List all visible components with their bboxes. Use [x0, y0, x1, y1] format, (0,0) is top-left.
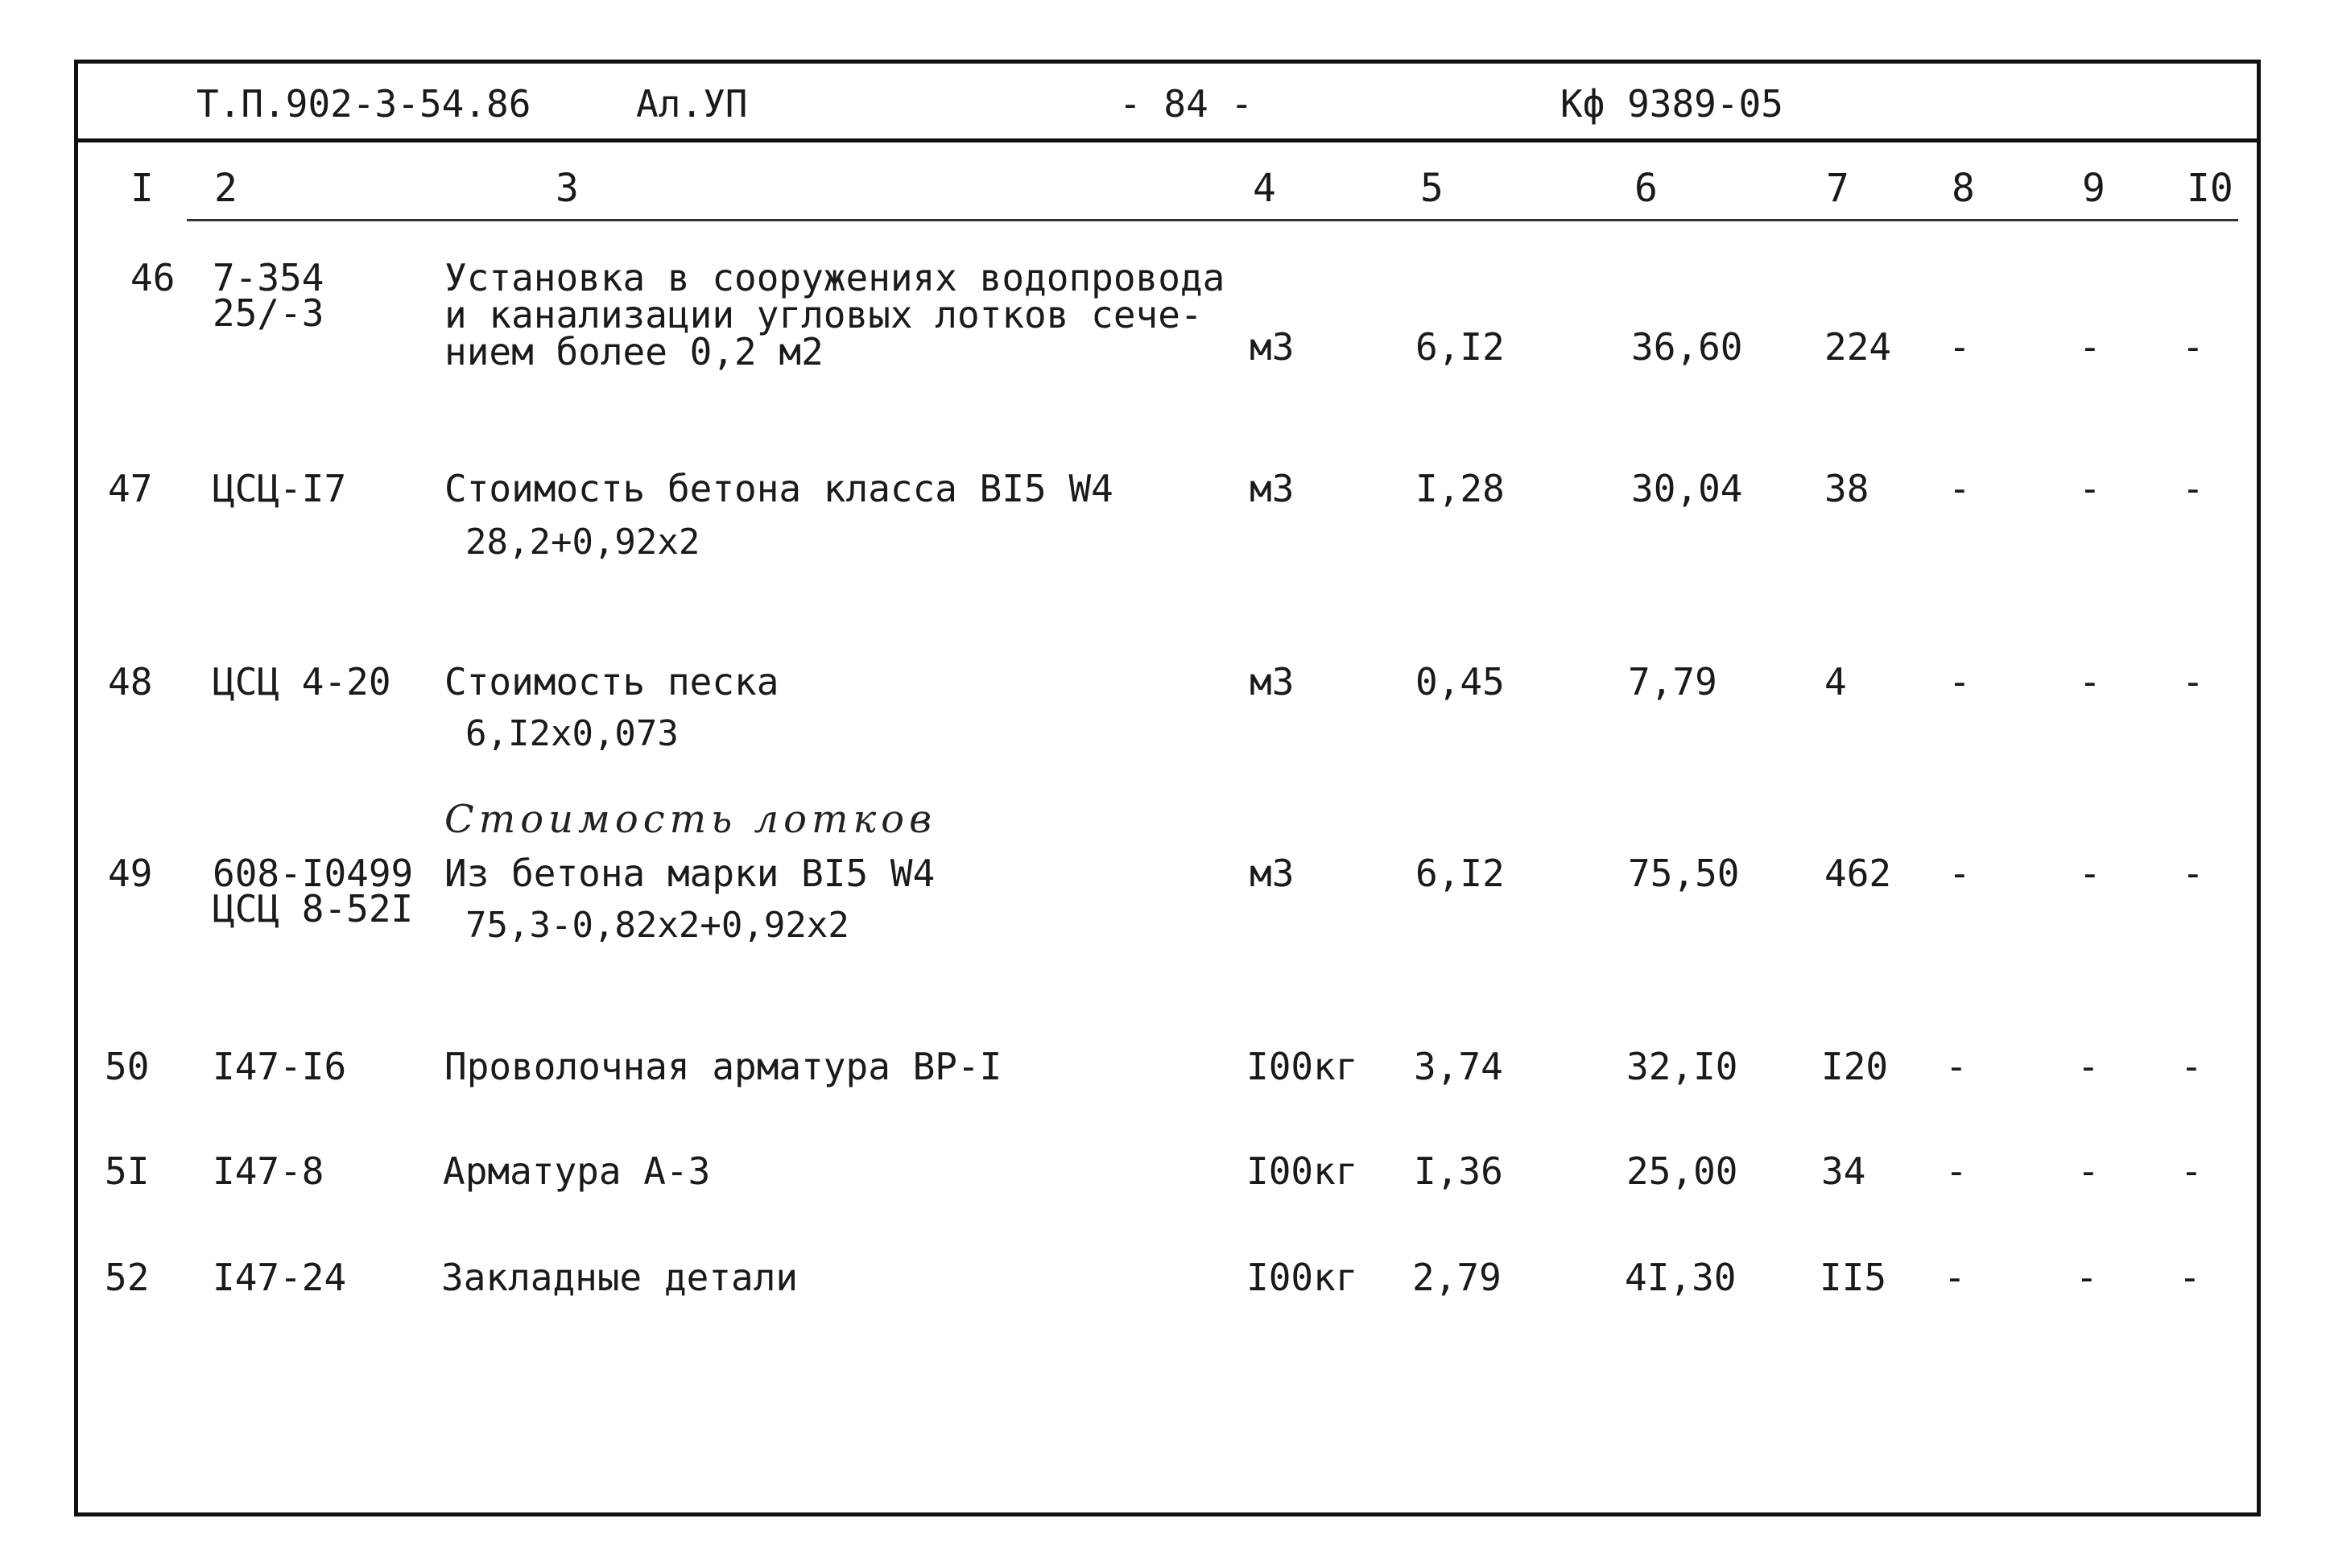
work-name: Закладные детали: [441, 1256, 799, 1299]
col-9-value: -: [2079, 325, 2101, 369]
column-number: 9: [2082, 166, 2105, 211]
price-code: 7-354: [213, 256, 324, 299]
col-10-value: -: [2180, 1045, 2203, 1088]
quantity: 6,I2: [1415, 852, 1505, 895]
project-number: Т.П.902-3-54.86: [196, 82, 531, 126]
price-code: ЦСЦ 4-20: [213, 660, 391, 704]
work-name: и канализации угловых лотков сече-: [444, 293, 1203, 336]
unit: I00кг: [1246, 1149, 1358, 1193]
document-code: Кф 9389-05: [1560, 82, 1783, 126]
unit-price: 32,I0: [1626, 1045, 1738, 1088]
work-name: Проволочная арматура ВР-I: [444, 1045, 1002, 1088]
quantity: I,28: [1415, 467, 1505, 510]
total-cost: I20: [1821, 1045, 1889, 1088]
row-number: 47: [108, 467, 153, 510]
column-number: 3: [556, 166, 579, 211]
row-number: 49: [108, 852, 153, 895]
col-10-value: -: [2182, 325, 2204, 369]
col-10-value: -: [2182, 467, 2204, 510]
col-10-value: -: [2182, 660, 2204, 704]
price-code: I47-8: [213, 1149, 324, 1193]
header-divider: [74, 138, 2261, 142]
calculation: 28,2+0,92х2: [465, 522, 700, 563]
column-number: 6: [1634, 166, 1658, 211]
column-number: 5: [1420, 166, 1444, 211]
price-code: ЦСЦ-I7: [213, 467, 347, 510]
unit-price: 30,04: [1631, 467, 1743, 510]
price-code: I47-I6: [213, 1045, 347, 1088]
col-8-value: -: [1944, 1256, 1966, 1299]
col-8-value: -: [1948, 852, 1971, 895]
col-8-value: -: [1948, 325, 1971, 369]
total-cost: 38: [1824, 467, 1869, 510]
col-9-value: -: [2077, 1149, 2100, 1193]
col-9-value: -: [2076, 1256, 2098, 1299]
unit-price: 25,00: [1626, 1149, 1738, 1193]
unit: I00кг: [1246, 1256, 1358, 1299]
calculation: 75,3-0,82х2+0,92х2: [465, 905, 849, 946]
price-code: 25/-3: [213, 291, 324, 335]
price-code: 608-I0499: [213, 852, 414, 895]
total-cost: II5: [1820, 1256, 1887, 1299]
col-8-value: -: [1948, 467, 1971, 510]
unit: м3: [1250, 852, 1295, 895]
work-name: Стоимость песка: [444, 660, 779, 704]
unit: I00кг: [1246, 1045, 1358, 1088]
calculation: 6,I2х0,073: [465, 713, 679, 754]
work-name: Из бетона марки BI5 W4: [444, 852, 936, 895]
col-10-value: -: [2180, 1149, 2203, 1193]
handwritten-note: Стоимость лотков: [444, 797, 937, 842]
work-name: Арматура А-3: [443, 1149, 711, 1193]
unit-price: 36,60: [1631, 325, 1743, 369]
unit: м3: [1250, 325, 1295, 369]
col-8-value: -: [1945, 1149, 1968, 1193]
column-number: 8: [1952, 166, 1975, 211]
total-cost: 34: [1821, 1149, 1866, 1193]
quantity: 2,79: [1412, 1256, 1502, 1299]
col-10-value: -: [2179, 1256, 2201, 1299]
work-name: Установка в сооружениях водопровода: [444, 256, 1225, 299]
col-8-value: -: [1948, 660, 1971, 704]
col-9-value: -: [2079, 467, 2101, 510]
unit: м3: [1250, 660, 1295, 704]
quantity: I,36: [1414, 1149, 1503, 1193]
row-number: 48: [108, 660, 153, 704]
column-number: 7: [1826, 166, 1849, 211]
work-name: Стоимость бетона класса BI5 W4: [444, 467, 1113, 510]
row-number: 50: [105, 1045, 150, 1088]
row-number: 46: [130, 256, 176, 299]
total-cost: 224: [1824, 325, 1892, 369]
work-name: нием более 0,2 м2: [444, 330, 824, 373]
column-number: I: [130, 166, 154, 211]
column-number-divider: [187, 219, 2238, 221]
price-code: I47-24: [213, 1256, 347, 1299]
column-number: 4: [1253, 166, 1276, 211]
quantity: 0,45: [1415, 660, 1505, 704]
quantity: 6,I2: [1415, 325, 1505, 369]
row-number: 52: [105, 1256, 150, 1299]
total-cost: 462: [1824, 852, 1892, 895]
quantity: 3,74: [1414, 1045, 1503, 1088]
col-9-value: -: [2079, 852, 2101, 895]
album-number: Ал.УП: [636, 82, 748, 126]
unit-price: 4I,30: [1625, 1256, 1737, 1299]
unit-price: 7,79: [1628, 660, 1717, 704]
unit-price: 75,50: [1628, 852, 1740, 895]
page-number: - 84 -: [1119, 82, 1254, 126]
column-number: I0: [2187, 166, 2233, 211]
unit: м3: [1250, 467, 1295, 510]
total-cost: 4: [1824, 660, 1847, 704]
row-number: 5I: [105, 1149, 150, 1193]
col-8-value: -: [1945, 1045, 1968, 1088]
col-9-value: -: [2079, 660, 2101, 704]
price-code: ЦСЦ 8-52I: [213, 887, 414, 930]
col-9-value: -: [2077, 1045, 2100, 1088]
column-number: 2: [214, 166, 238, 211]
col-10-value: -: [2182, 852, 2204, 895]
